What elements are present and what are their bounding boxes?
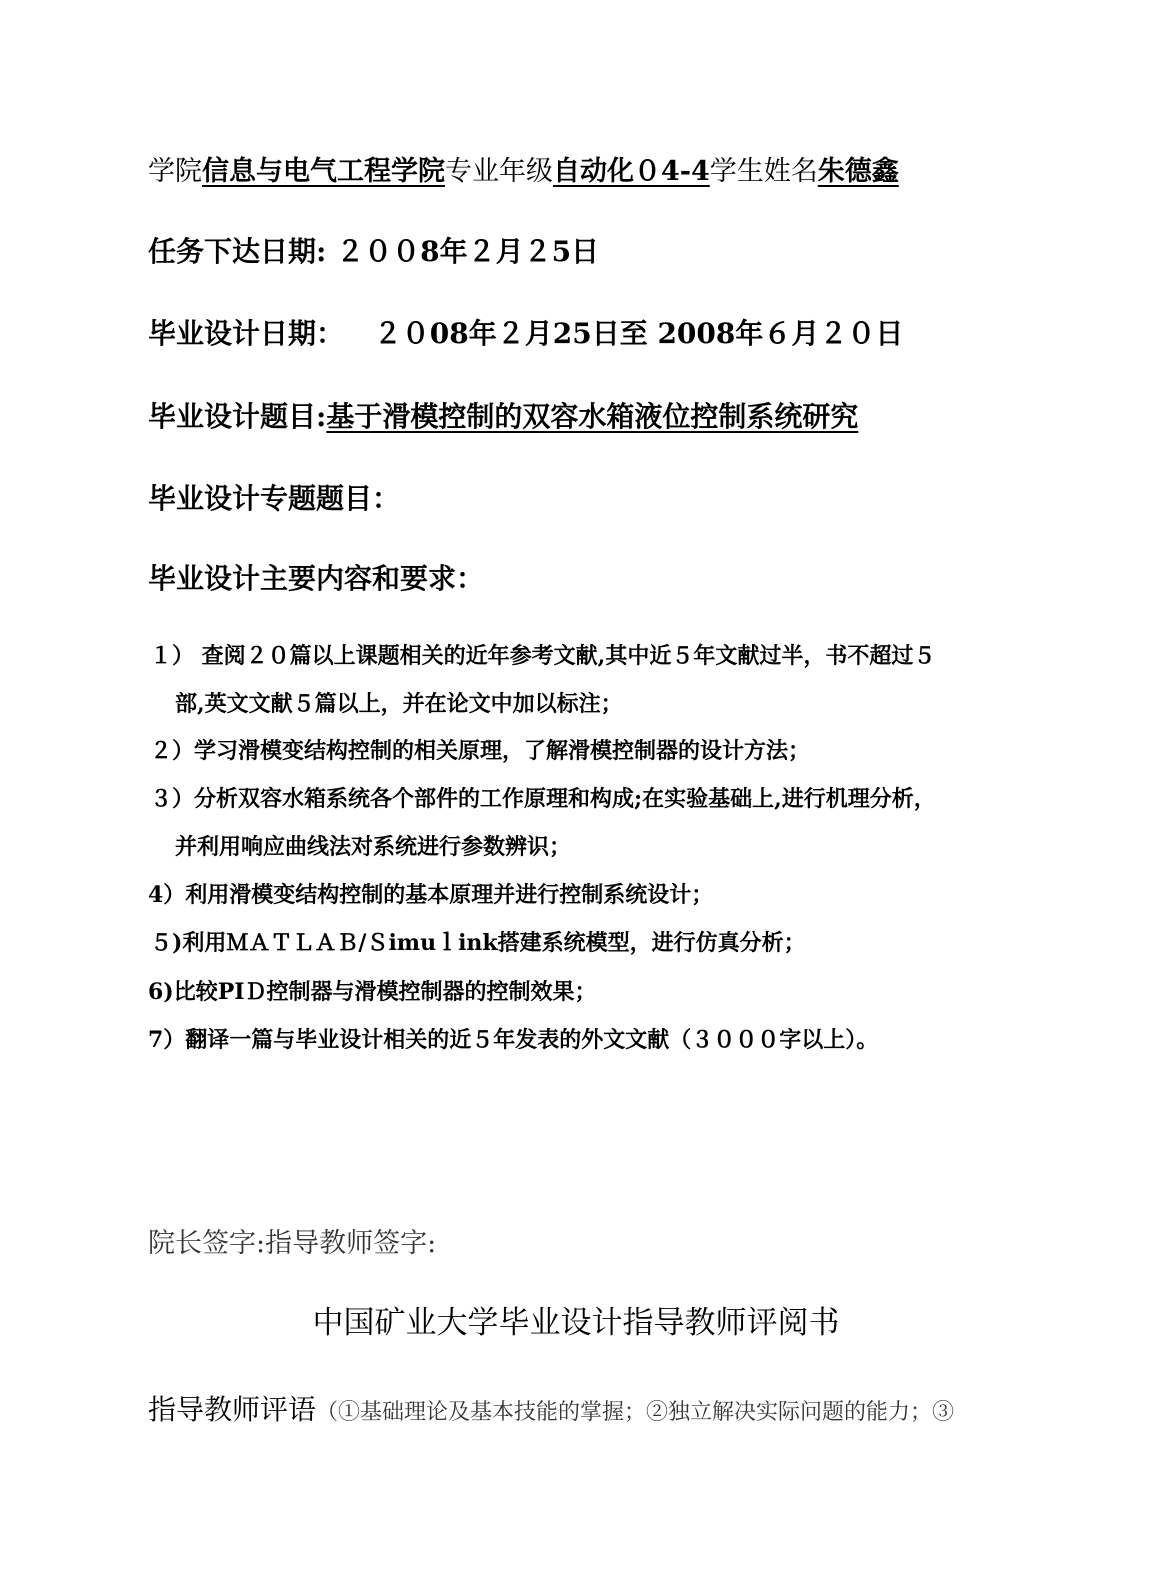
student-value: 朱德鑫	[817, 156, 899, 187]
college-label: 学院	[148, 156, 202, 187]
signature-line: 院长签字:指导教师签字:	[148, 1228, 437, 1259]
review-label: 指导教师评语	[148, 1393, 317, 1426]
task-date-value: ２００8年２月２5日	[336, 235, 600, 268]
student-label: 学生姓名	[709, 156, 818, 187]
special-topic-label: 毕业设计专题题目：	[148, 482, 401, 515]
header-info	[148, 158, 899, 185]
requirement-line: ５)利用ＭＡＴＬＡＢ/Ｓimuｌink搭建系统模型，进行仿真分析；	[150, 930, 806, 956]
major-value: 自动化０4-4	[553, 156, 710, 187]
design-date	[148, 317, 904, 350]
requirement-line: 4）利用滑模变结构控制的基本原理并进行控制系统设计；	[148, 882, 714, 908]
review-hint: （①基础理论及基本技能的掌握；②独立解决实际问题的能力；③	[316, 1400, 955, 1425]
review-comment	[148, 1393, 955, 1426]
requirements-label: 毕业设计主要内容和要求：	[148, 562, 485, 595]
task-date	[148, 235, 600, 268]
topic-label: 毕业设计题目:	[148, 400, 327, 433]
design-date-label: 毕业设计日期：	[148, 317, 345, 350]
requirement-line: 7）翻译一篇与毕业设计相关的近５年发表的外文文献（３０００字以上）。	[148, 1027, 879, 1053]
topic	[148, 400, 859, 433]
topic-value: 基于滑模控制的双容水箱液位控制系统研究	[326, 400, 859, 433]
requirement-line: 并利用响应曲线法对系统进行参数辨识；	[175, 834, 572, 860]
requirement-line: 部,英文文献５篇以上，并在论文中加以标注；	[175, 691, 623, 717]
review-title: 中国矿业大学毕业设计指导教师评阅书	[312, 1305, 840, 1341]
college-value: 信息与电气工程学院	[202, 156, 445, 187]
design-date-value: ２０08年２月25日至 2008年６月２０日	[373, 317, 904, 350]
requirement-line: ３）分析双容水箱系统各个部件的工作原理和构成;在实验基础上,进行机理分析，	[150, 786, 936, 812]
major-label: 专业年级	[445, 156, 553, 187]
requirement-line: 6)比较PIＤ控制器与滑模控制器的控制效果；	[148, 979, 597, 1005]
requirement-line: １） 查阅２０篇以上课题相关的近年参考文献,其中近５年文献过半，书不超过５	[150, 643, 936, 669]
requirement-line: ２）学习滑模变结构控制的相关原理，了解滑模控制器的设计方法；	[150, 738, 811, 764]
task-date-label: 任务下达日期:	[148, 235, 327, 268]
